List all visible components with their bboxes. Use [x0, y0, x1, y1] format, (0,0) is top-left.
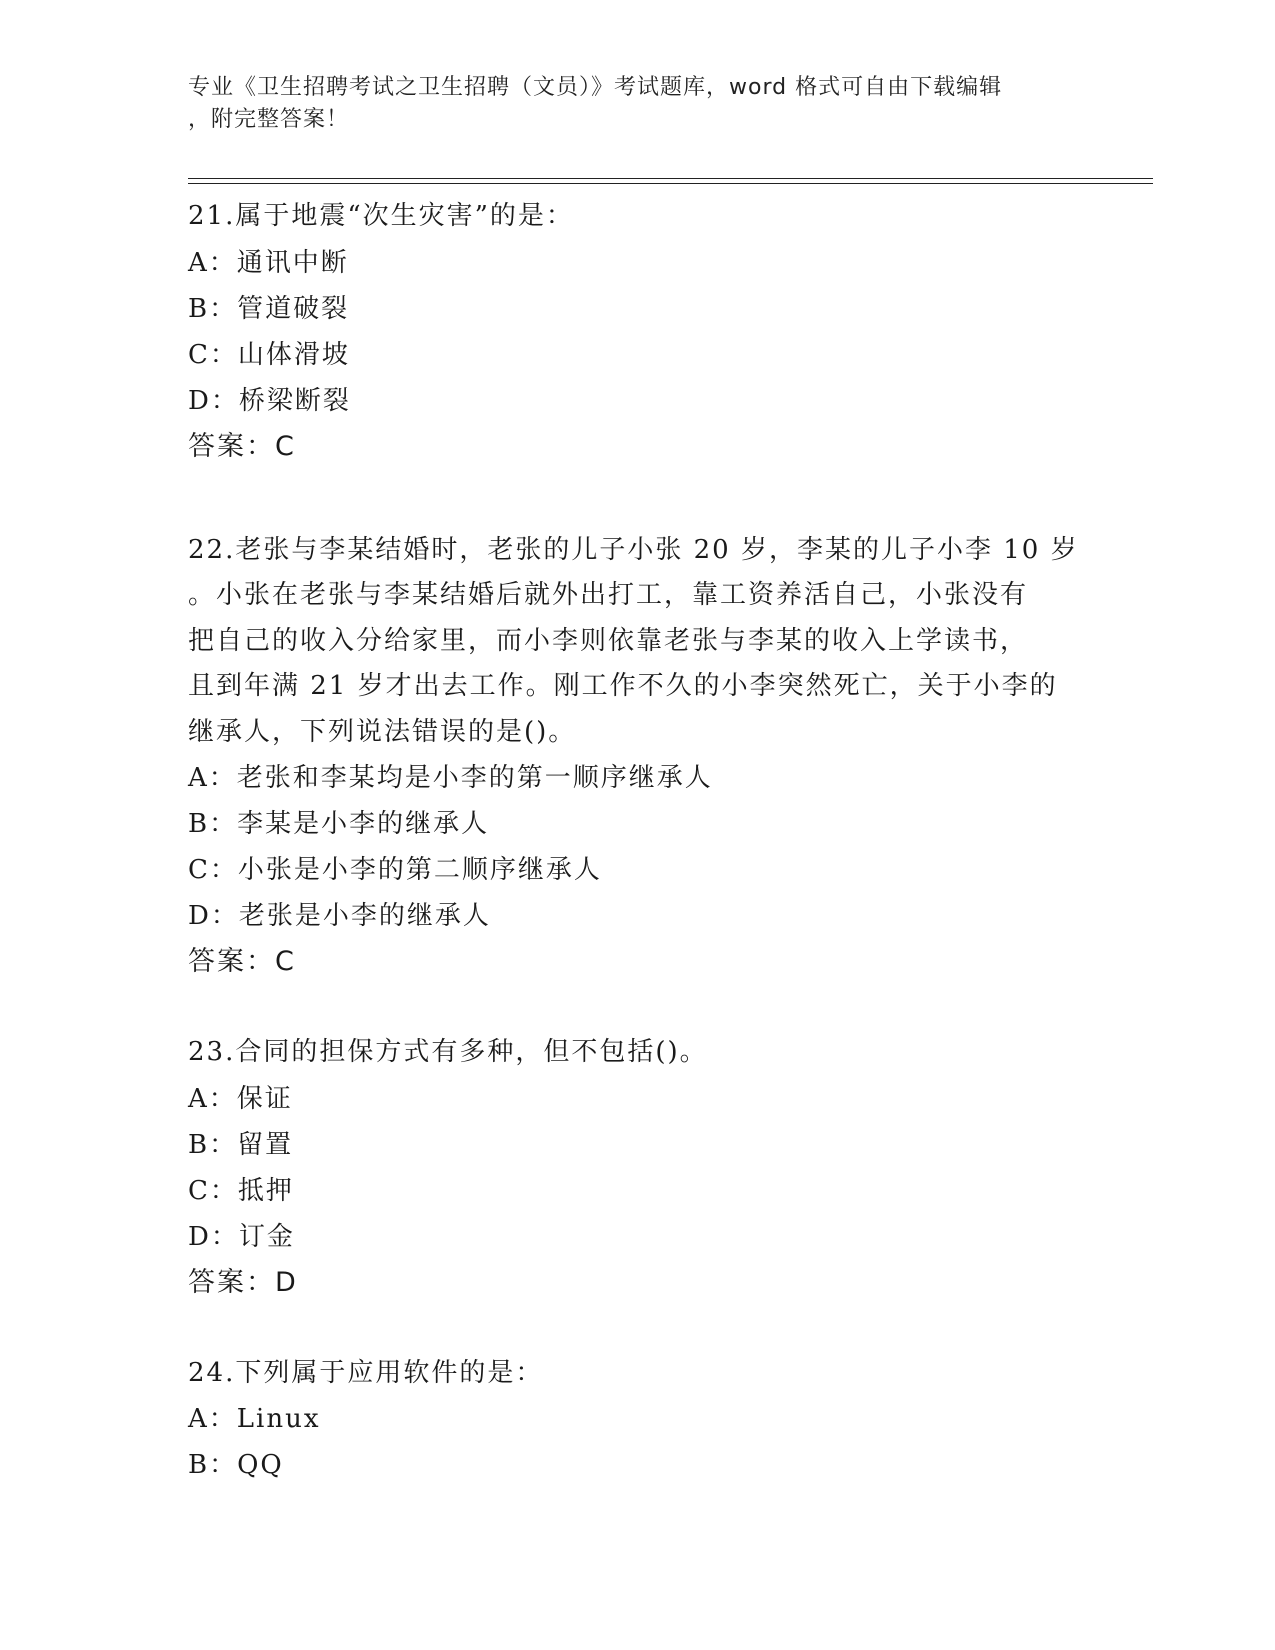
question-stem-line-1: 22.老张与李某结婚时，老张的儿子小张 20 岁，李某的儿子小李 10 岁 — [188, 534, 1079, 565]
question-21 — [188, 194, 1088, 470]
option-d: D：老张是小李的继承人 — [188, 901, 491, 931]
question-stem-line-4: 且到年满 21 岁才出去工作。刚工作不久的小李突然死亡，关于小李的 — [188, 671, 1058, 701]
option-d: D：桥梁断裂 — [188, 385, 351, 416]
option-a: A：通讯中断 — [188, 247, 349, 278]
question-stem: 21.属于地震“次生灾害”的是： — [188, 201, 574, 231]
header-line-1: 专业《卫生招聘考试之卫生招聘（文员）》考试题库，word 格式可自由下载编辑 — [188, 75, 1003, 100]
option-b: B：李某是小李的继承人 — [188, 809, 490, 839]
option-b: B：管道破裂 — [188, 293, 350, 324]
answer: 答案：C — [188, 430, 296, 462]
option-b: B：留置 — [188, 1129, 294, 1160]
option-c: C：抵押 — [188, 1175, 294, 1206]
question-24 — [188, 1351, 1088, 1489]
question-list — [188, 194, 1088, 1488]
option-a: A：保证 — [188, 1083, 293, 1114]
option-c: C：山体滑坡 — [188, 339, 350, 370]
option-b: B：QQ — [188, 1450, 284, 1480]
option-d: D：订金 — [188, 1221, 295, 1252]
question-stem: 23.合同的担保方式有多种，但不包括()。 — [188, 1037, 708, 1067]
option-c: C：小张是小李的第二顺序继承人 — [188, 855, 602, 885]
header-line-2: ，附完整答案！ — [188, 107, 350, 132]
question-stem-line-3: 把自己的收入分给家里，而小李则依靠老张与李某的收入上学读书， — [188, 625, 1029, 656]
question-stem-line-2: 。小张在老张与李某结婚后就外出打工，靠工资养活自己，小张没有 — [188, 580, 1029, 610]
option-a: A：老张和李某均是小李的第一顺序继承人 — [188, 763, 713, 793]
question-stem-line-5: 继承人，下列说法错误的是()。 — [188, 716, 577, 747]
question-stem: 24.下列属于应用软件的是： — [188, 1357, 544, 1388]
header-divider-bottom — [188, 183, 1153, 184]
question-23 — [188, 1030, 1088, 1306]
document-header — [188, 72, 1088, 136]
answer: 答案：D — [188, 1266, 298, 1298]
question-22 — [188, 528, 1088, 986]
option-a: A：Linux — [188, 1404, 321, 1434]
header-divider-top — [188, 178, 1153, 179]
answer: 答案：C — [188, 946, 296, 977]
